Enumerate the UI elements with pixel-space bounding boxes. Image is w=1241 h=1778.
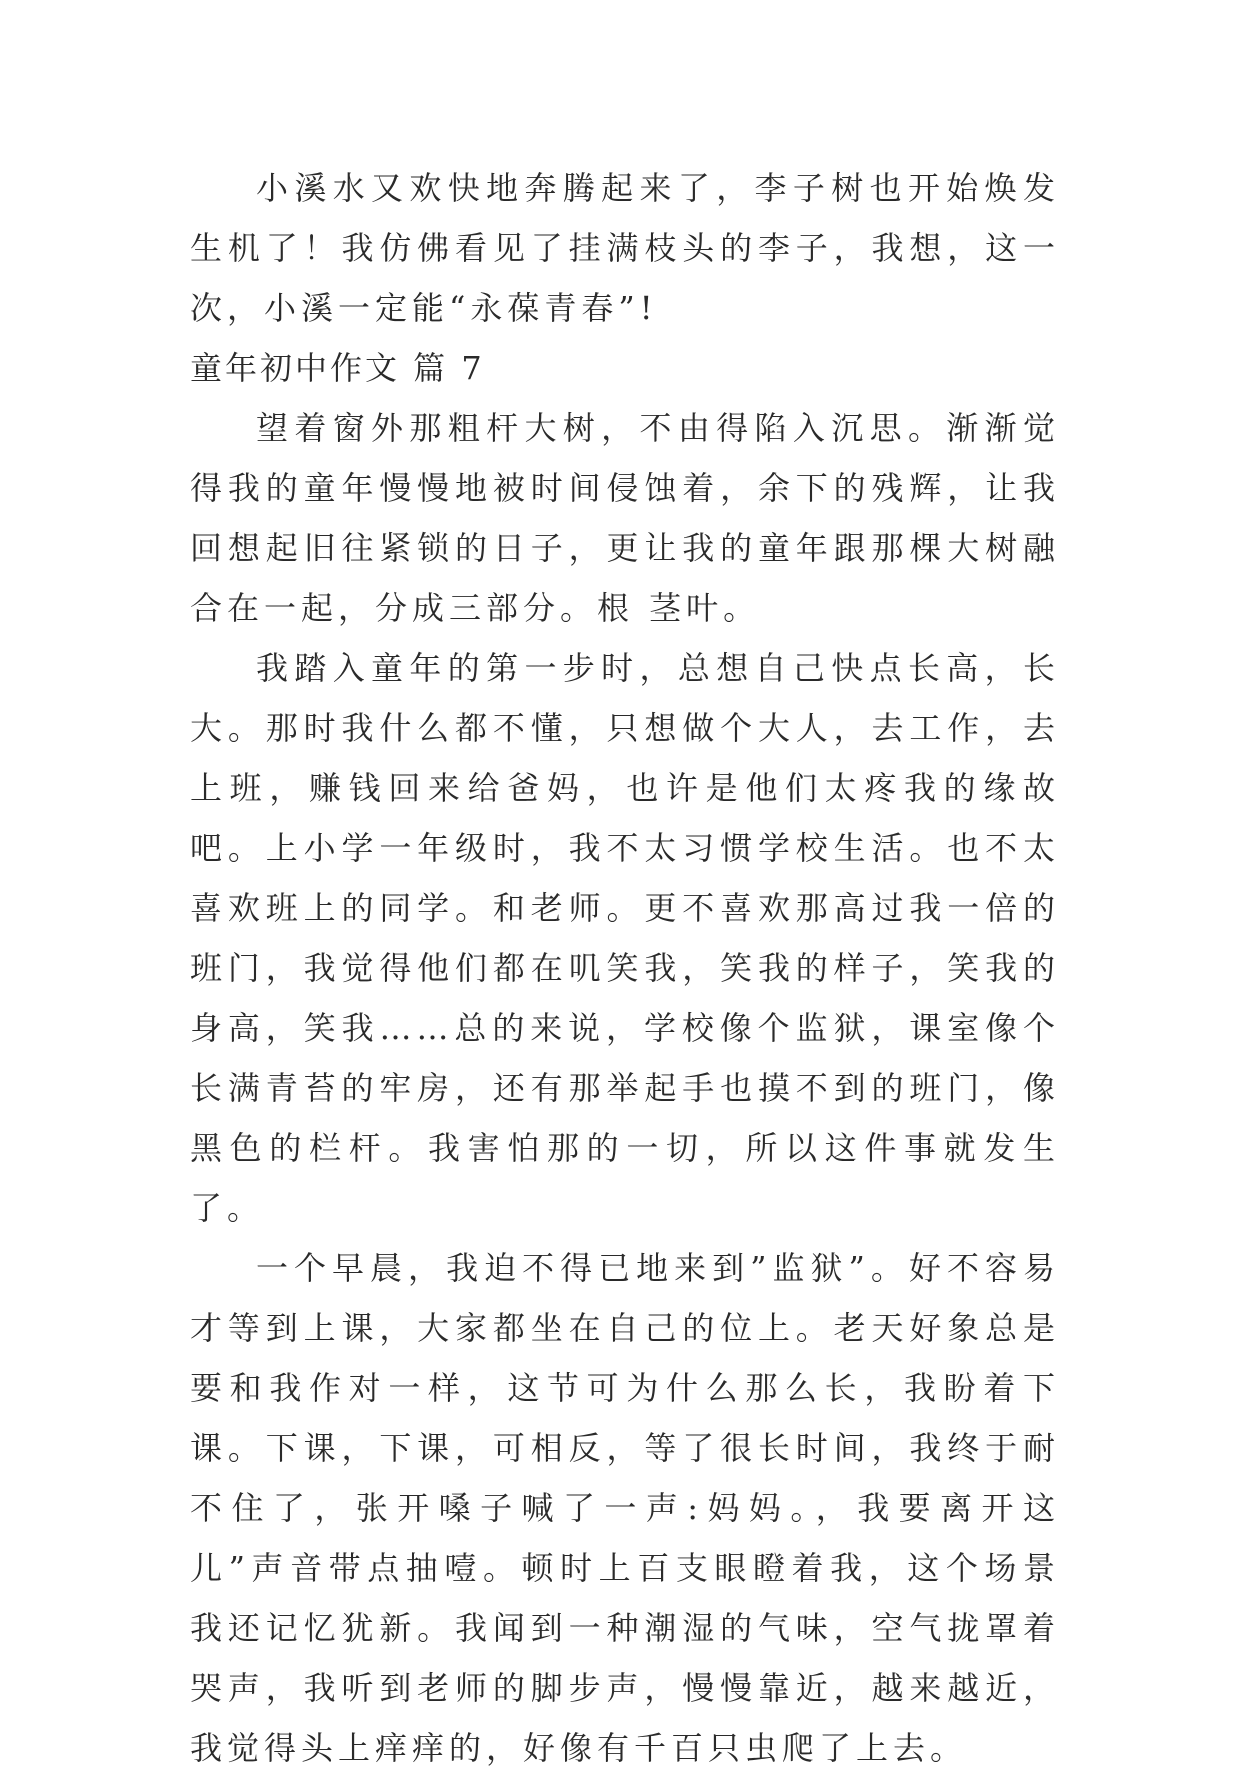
paragraph-stream-revival: 小溪水又欢快地奔腾起来了，李子树也开始焕发生机了！我仿佛看见了挂满枝头的李子，我想，这一次，小溪一定能“永葆青春”! (190, 169, 1060, 327)
document-body (190, 158, 1060, 1778)
paragraph-first-step: 我踏入童年的第一步时，总想自己快点长高，长大。那时我什么都不懂，只想做个大人，去工作，去上班，赚钱回来给爸妈，也许是他们太疼我的缘故吧。上小学一年级时，我不太习惯学校生活。也不太喜欢班上的同学。和老师。更不喜欢那高过我一倍的班门，我觉得他们都在叽笑我，笑我的样子，笑我的身高，笑我……总的来说，学校像个监狱，课室像个长满青苔的牢房，还有那举起手也摸不到的班门，像黑色的栏杆。我害怕那的一切，所以这件事就发生了。 (190, 649, 1060, 1227)
section-heading: 童年初中作文 篇 7 (190, 349, 485, 387)
paragraph-morning: 一个早晨，我迫不得已地来到”监狱”。好不容易才等到上课，大家都坐在自己的位上。老天好象总是要和我作对一样，这节可为什么那么长，我盼着下课。下课，下课，可相反，等了很长时间，我终于耐不住了，张开嗓子喊了一声:妈妈。，我要离开这儿”声音带点抽噎。顿时上百支眼瞪着我，这个场景我还记忆犹新。我闻到一种潮湿的气味，空气拢罩着哭声，我听到老师的脚步声，慢慢靠近，越来越近，我觉得头上痒痒的，好像有千百只虫爬了上去。 (190, 1249, 1060, 1767)
paragraph-window-tree: 望着窗外那粗杆大树，不由得陷入沉思。渐渐觉得我的童年慢慢地被时间侵蚀着，余下的残辉，让我回想起旧往紧锁的日子，更让我的童年跟那棵大树融合在一起，分成三部分。根 茎叶。 (190, 409, 1060, 627)
